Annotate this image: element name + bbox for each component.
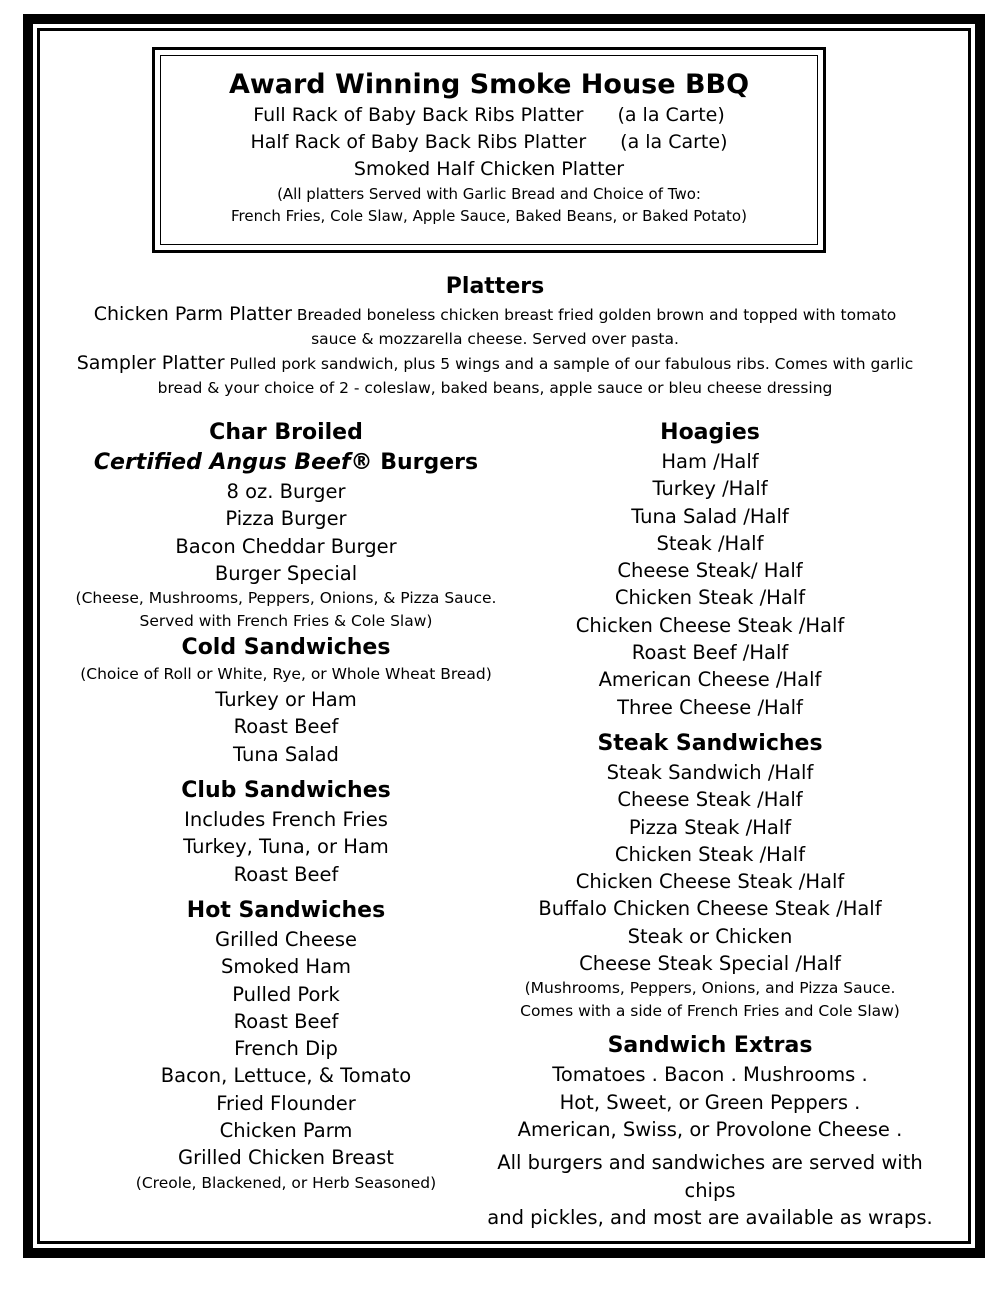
full-rack-line: [161, 102, 817, 129]
menu-item: Cheese Steak/ Half: [617, 559, 803, 583]
menu-item: Cheese Steak Special /Half: [579, 952, 841, 976]
menu-item: Pizza Burger: [225, 507, 347, 531]
burgers-note-1: (Cheese, Mushrooms, Peppers, Onions, & Pizza Sauce.: [75, 589, 497, 608]
menu-item: Three Cheese /Half: [617, 695, 803, 719]
hot-heading: Hot Sandwiches: [186, 897, 386, 923]
smokehouse-note-1: (All platters Served with Garlic Bread and Choice of Two:: [277, 185, 701, 203]
cold-heading: Cold Sandwiches: [181, 635, 391, 661]
menu-item: Includes French Fries: [184, 808, 388, 832]
smokehouse-note-2: French Fries, Cole Slaw, Apple Sauce, Baked Beans, or Baked Potato): [231, 207, 747, 225]
menu-item: Burger Special: [214, 561, 358, 585]
frame-top: [23, 14, 985, 24]
menu-item: Roast Beef: [233, 1009, 339, 1033]
menu-item: Bacon, Lettuce, & Tomato: [160, 1064, 412, 1088]
menu-item: Bacon Cheddar Burger: [175, 534, 397, 558]
frame-right: [975, 14, 985, 1258]
menu-item: Steak or Chicken: [627, 924, 793, 948]
chicken-parm-desc-1: Breaded boneless chicken breast fried golden brown and topped with tomato: [296, 306, 897, 324]
menu-item: Grilled Cheese: [214, 927, 358, 951]
chicken-parm-name: Chicken Parm Platter: [93, 303, 292, 325]
half-rack-name: Half Rack of Baby Back Ribs Platter: [250, 131, 587, 153]
frame-left-inner: [37, 28, 40, 1244]
platters-heading: Platters: [445, 274, 545, 299]
frame-left: [23, 14, 33, 1258]
menu-item: Hot, Sweet, or Green Peppers .: [559, 1090, 861, 1114]
hot-note: (Creole, Blackened, or Herb Seasoned): [135, 1173, 437, 1192]
sampler-desc-2: bread & your choice of 2 - coleslaw, baked beans, apple sauce or bleu cheese dressing: [157, 379, 833, 397]
frame-bottom-inner: [40, 1241, 968, 1244]
chicken-parm-desc-2: sauce & mozzarella cheese. Served over pasta.: [311, 330, 679, 348]
extras-heading: Sandwich Extras: [607, 1033, 813, 1059]
smokehouse-box-inner: [160, 55, 818, 245]
footer-line-1: All burgers and sandwiches are served with chips: [497, 1151, 923, 1202]
footer-line-2: and pickles, and most are available as wraps.: [487, 1205, 933, 1229]
burgers-heading-1: Char Broiled: [209, 420, 363, 445]
menu-item: Chicken Parm: [219, 1119, 353, 1143]
menu-item: Turkey /Half: [652, 477, 768, 501]
burgers-note-2: Served with French Fries & Cole Slaw): [139, 612, 433, 631]
menu-item: Fried Flounder: [216, 1091, 356, 1115]
steak-heading: Steak Sandwiches: [597, 730, 823, 756]
burgers-label: Burgers: [372, 450, 479, 475]
menu-item: Smoked Ham: [220, 955, 352, 979]
menu-item: Chicken Cheese Steak /Half: [575, 870, 845, 894]
sampler-desc-1: Pulled pork sandwich, plus 5 wings and a sample of our fabulous ribs. Comes with garlic: [229, 355, 914, 373]
burgers-heading-2: [62, 448, 510, 478]
half-rack-suffix: (a la Carte): [620, 131, 728, 153]
cold-note: (Choice of Roll or White, Rye, or Whole Wheat Bread): [80, 665, 492, 684]
hoagies-heading: Hoagies: [660, 420, 760, 445]
menu-item: Turkey or Ham: [215, 688, 357, 712]
steak-note-2: Comes with a side of French Fries and Cole Slaw): [520, 1002, 900, 1021]
menu-item: Steak Sandwich /Half: [606, 760, 814, 784]
menu-item: Roast Beef /Half: [631, 641, 789, 665]
menu-item: Grilled Chicken Breast: [178, 1146, 394, 1170]
smokehouse-box: [152, 47, 826, 253]
club-heading: Club Sandwiches: [181, 778, 391, 804]
steak-note-1: (Mushrooms, Peppers, Onions, and Pizza Sauce.: [524, 979, 896, 998]
full-rack-suffix: (a la Carte): [617, 104, 725, 126]
right-column: [470, 418, 950, 1231]
menu-item: Chicken Steak /Half: [614, 586, 806, 610]
menu-item: Cheese Steak /Half: [617, 788, 803, 812]
frame-bottom: [23, 1248, 985, 1258]
menu-item: Steak /Half: [656, 531, 764, 555]
frame-right-inner: [968, 28, 971, 1244]
menu-item: French Dip: [234, 1037, 338, 1061]
half-rack-line: [161, 129, 817, 156]
menu-item: Pizza Steak /Half: [628, 815, 792, 839]
menu-item: Turkey, Tuna, or Ham: [183, 835, 389, 859]
angus-beef-label: Certified Angus Beef®: [93, 450, 373, 475]
sampler-line: [70, 351, 920, 376]
left-column: [62, 418, 510, 1195]
smokehouse-title: Award Winning Smoke House BBQ: [228, 69, 750, 100]
menu-item: Tuna Salad /Half: [631, 504, 789, 528]
menu-item: Tuna Salad: [233, 742, 339, 766]
frame-top-inner: [40, 28, 968, 31]
menu-item: Pulled Pork: [232, 982, 340, 1006]
menu-item: Ham /Half: [661, 450, 759, 473]
sampler-name: Sampler Platter: [76, 352, 225, 374]
half-chicken-line: Smoked Half Chicken Platter: [353, 158, 625, 180]
menu-item: Buffalo Chicken Cheese Steak /Half: [538, 897, 882, 921]
platters-section: [70, 272, 920, 400]
menu-item: Roast Beef: [233, 862, 339, 886]
chicken-parm-line: [70, 302, 920, 327]
menu-item: Chicken Cheese Steak /Half: [575, 613, 845, 637]
full-rack-name: Full Rack of Baby Back Ribs Platter: [253, 104, 584, 126]
menu-item: Roast Beef: [233, 715, 339, 739]
menu-item: American, Swiss, or Provolone Cheese .: [517, 1117, 903, 1141]
menu-item: Chicken Steak /Half: [614, 842, 806, 866]
menu-item: 8 oz. Burger: [226, 480, 346, 503]
menu-item: Tomatoes . Bacon . Mushrooms .: [552, 1063, 868, 1087]
menu-item: American Cheese /Half: [598, 668, 822, 692]
